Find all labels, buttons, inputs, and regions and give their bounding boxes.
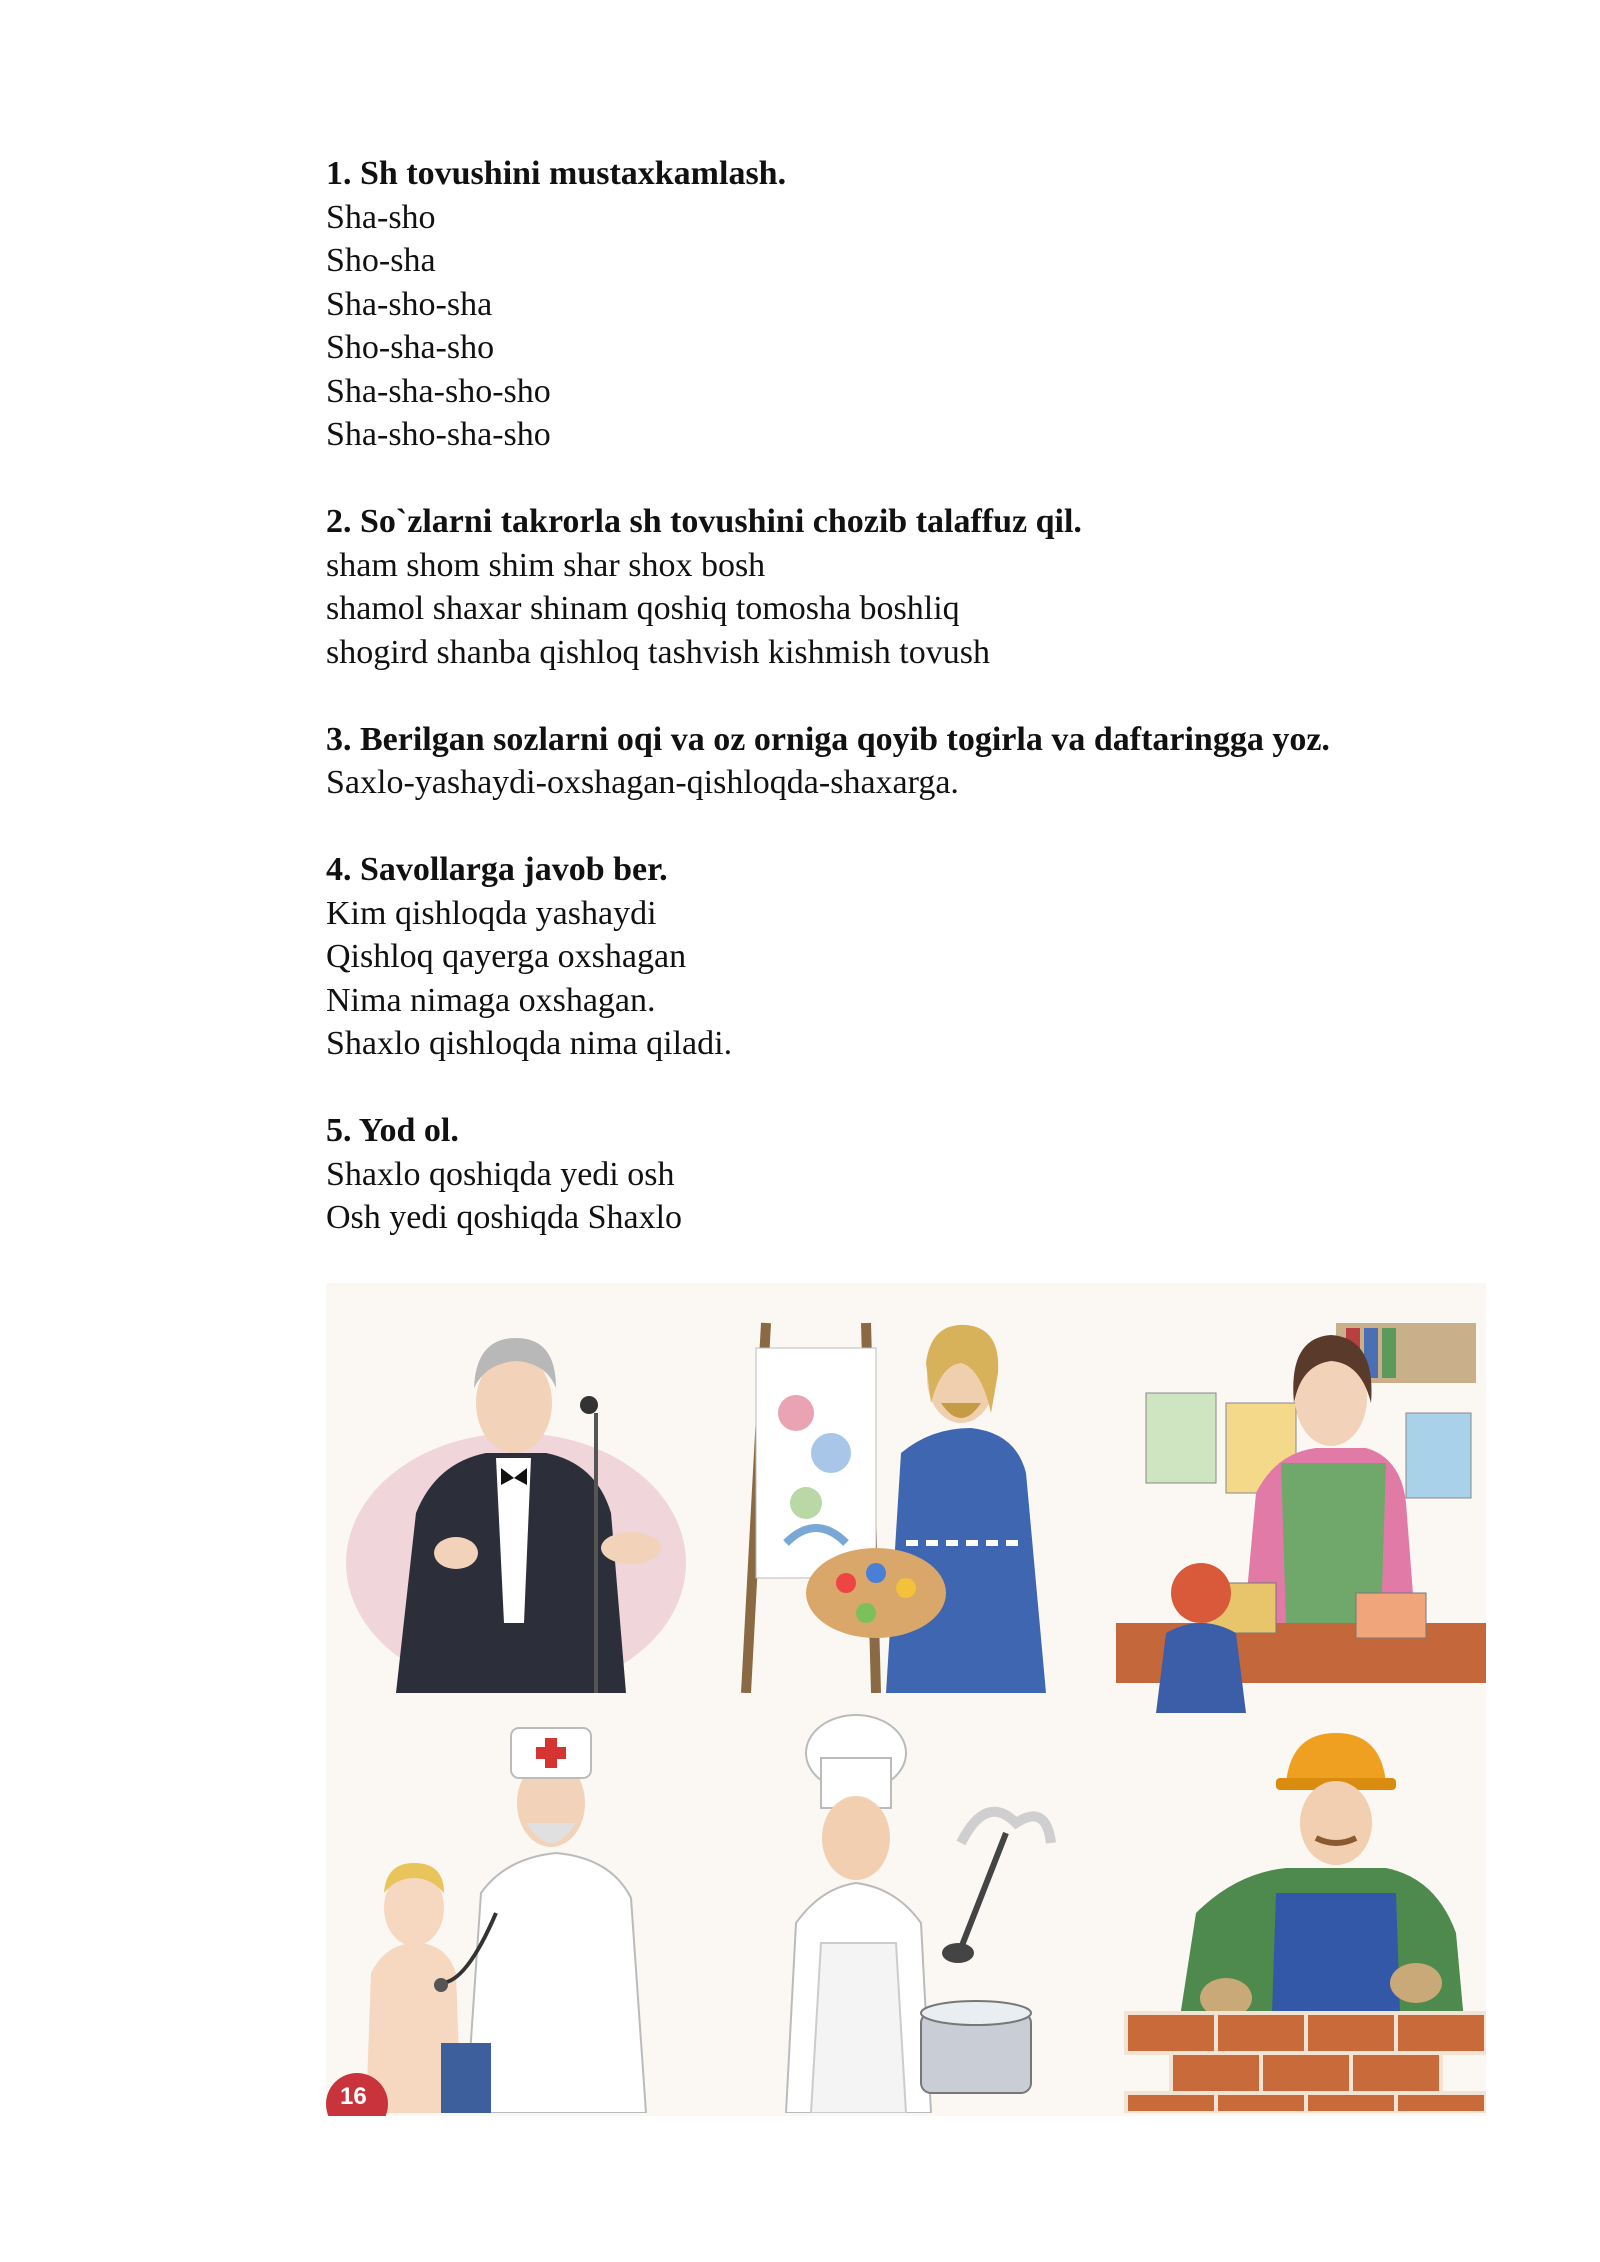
section-line: Sho-sha [326, 242, 436, 279]
section-line: shamol shaxar shinam qoshiq tomosha boshliq [326, 590, 960, 627]
section-line: Sha-sho-sha [326, 285, 493, 323]
bookseller-illustration [1116, 1293, 1486, 1713]
builder-illustration [1116, 1713, 1486, 2113]
section-title: 4. Savollarga javob ber. [326, 851, 668, 888]
worksheet-text [326, 152, 1526, 1283]
section-5 [326, 1109, 1526, 1240]
section-title: 5. Yod ol. [326, 1112, 459, 1149]
section-title: 1. Sh tovushini mustaxkamlash. [326, 155, 787, 192]
painter-illustration [726, 1293, 1096, 1693]
section-1 [326, 152, 1526, 457]
section-3 [326, 718, 1526, 805]
page-number-badge: 16 [326, 2073, 388, 2116]
section-line: Sho-sha-sho [326, 329, 495, 366]
singer-illustration [346, 1293, 706, 1693]
doctor-illustration [346, 1713, 726, 2113]
section-line: Shaxlo qishloqda nima qiladi. [326, 1025, 733, 1062]
section-line: Sha-sho [326, 198, 436, 236]
section-line: Shaxlo qoshiqda yedi osh [326, 1155, 675, 1193]
section-line: Nima nimaga oxshagan. [326, 981, 656, 1019]
section-line: Kim qishloqda yashaydi [326, 894, 657, 932]
section-line: Sha-sho-sha-sho [326, 416, 551, 453]
section-line: shogird shanba qishloq tashvish kishmish tovush [326, 633, 990, 671]
section-line: sham shom shim shar shox bosh [326, 546, 766, 584]
professions-illustration [326, 1283, 1486, 2116]
section-4 [326, 848, 1526, 1066]
section-line: Qishloq qayerga oxshagan [326, 938, 687, 975]
section-line: Sha-sha-sho-sho [326, 372, 551, 410]
chef-illustration [746, 1713, 1096, 2113]
section-2 [326, 500, 1526, 674]
section-title: 2. So`zlarni takrorla sh tovushini chozib talaffuz qil. [326, 503, 1082, 540]
section-line: Saxlo-yashaydi-oxshagan-qishloqda-shaxarga. [326, 764, 959, 801]
section-line: Osh yedi qoshiqda Shaxlo [326, 1199, 683, 1236]
section-title: 3. Berilgan sozlarni oqi va oz orniga qoyib togirla va daftaringga yoz. [326, 720, 1330, 758]
